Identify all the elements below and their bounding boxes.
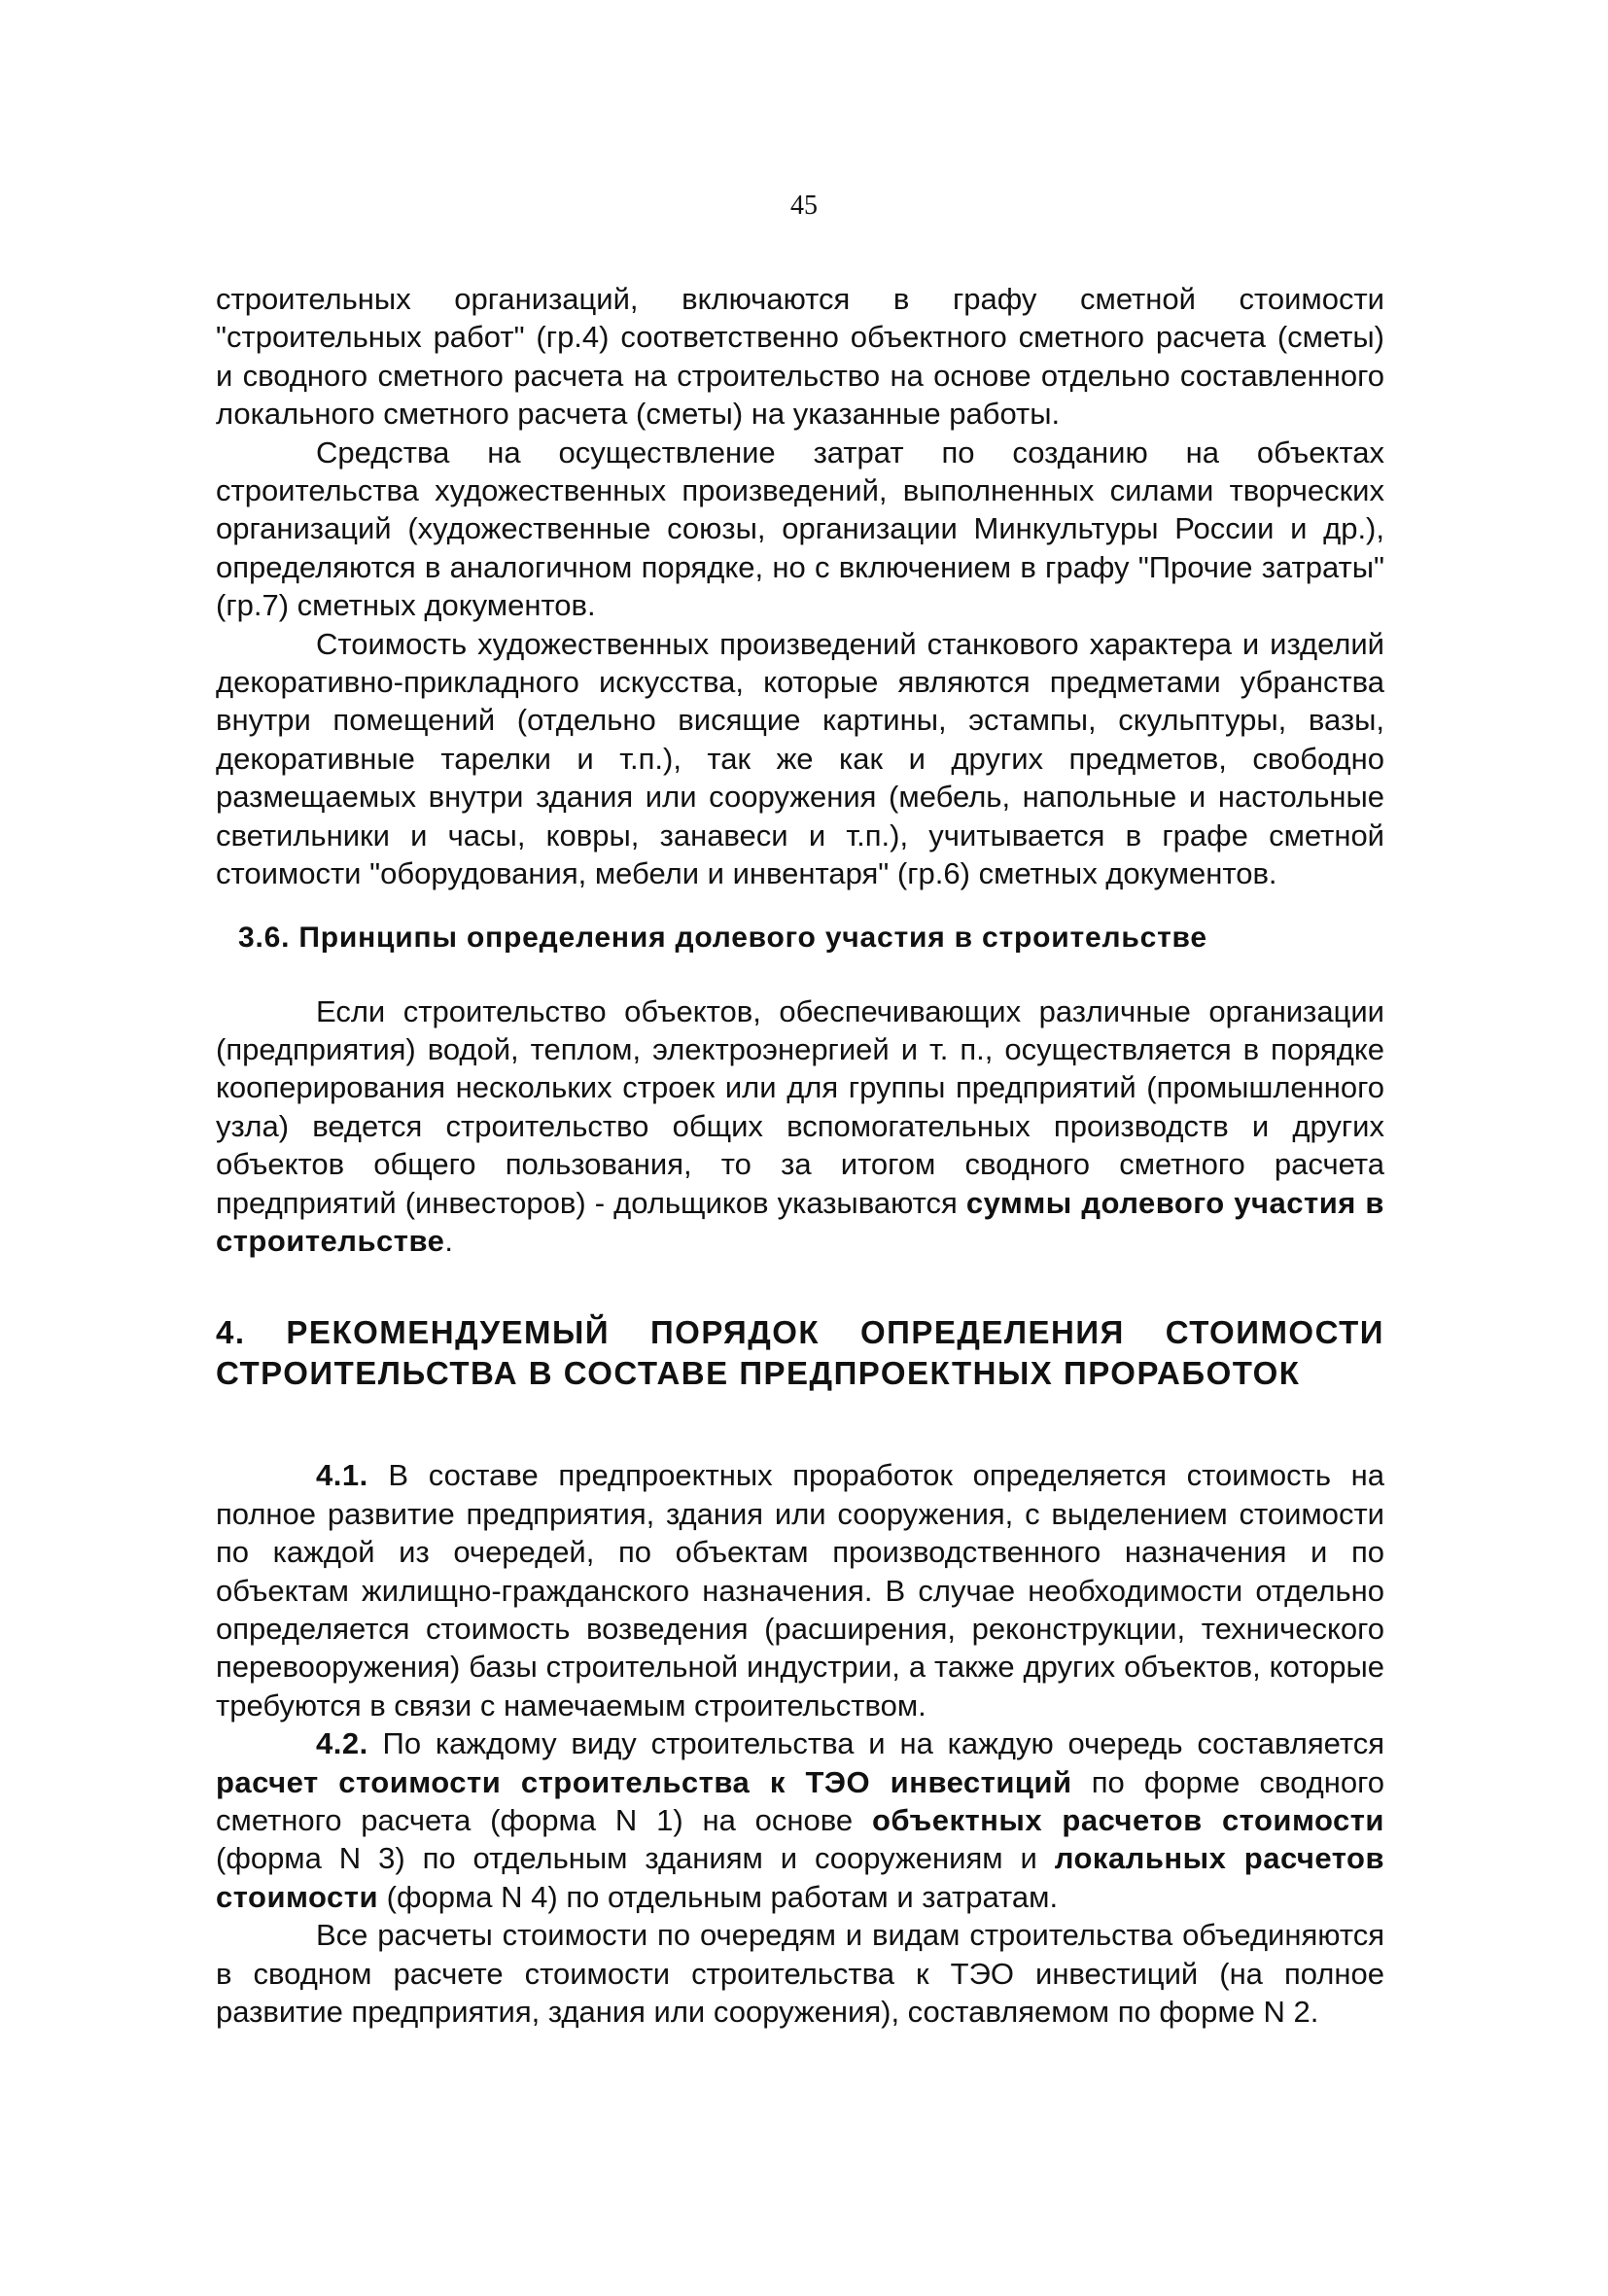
- page-content: [216, 280, 1384, 2031]
- text-run: (форма N 3) по отдельным зданиям и сооружениям и: [216, 1841, 1055, 1876]
- text-run: В составе предпроектных проработок определяется стоимость на полное развитие предприятия, здания или сооружения, с выделением стоимости по каждой из очередей, по объектам производственного назначения и по объектам жилищно-гражданского назначения. В случае необходимости отдельно определяется стоимость возведения (расширения, реконструкции, технического перевооружения) базы строительной индустрии, а также других объектов, которые требуются в связи с намечаемым строительством.: [216, 1458, 1384, 1722]
- bold-run: локальных расчетов стоимости: [216, 1841, 1384, 1914]
- text-run: по форме сводного сметного расчета (форма N 1) на основе: [216, 1764, 1384, 1837]
- paragraph-4-1: [216, 1456, 1384, 1724]
- paragraph-art-works: Средства на осуществление затрат по созданию на объектах строительства художественных произведений, выполненных силами творческих организаций (художественные союзы, организации Минкультуры России и др.), определяются в аналогичном порядке, но с включением в графу "Прочие затраты" (гр.7) сметных документов.: [216, 435, 1384, 623]
- heading-section-3-6: 3.6. Принципы определения долевого участия в строительстве: [238, 921, 1207, 954]
- paragraph-4-2: [216, 1724, 1384, 1916]
- paragraph-consolidated-calc: Все расчеты стоимости по очередям и видам строительства объединяются в сводном расчете стоимости строительства к ТЭО инвестиций (на полное развитие предприятия, здания или сооружения), составляемом по форме N 2.: [216, 1918, 1384, 2030]
- text-run: .: [444, 1223, 453, 1258]
- clause-number: 4.2.: [316, 1726, 368, 1761]
- text-run: По каждому виду строительства и на каждую очередь составляется: [367, 1726, 1384, 1761]
- bold-run: объектных расчетов стоимости: [871, 1803, 1384, 1837]
- text-run: (форма N 4) по отдельным работам и затратам.: [378, 1879, 1059, 1914]
- page-number: 45: [790, 191, 818, 221]
- heading-section-4: 4. РЕКОМЕНДУЕМЫЙ ПОРЯДОК ОПРЕДЕЛЕНИЯ СТОИМОСТИ СТРОИТЕЛЬСТВА В СОСТАВЕ ПРЕДПРОЕКТНЫХ ПРОРАБОТОК: [216, 1314, 1384, 1392]
- bold-run: расчет стоимости строительства к ТЭО инвестиций: [216, 1764, 1072, 1799]
- text-run: Если строительство объектов, обеспечивающих различные организации (предприятия) водой, теплом, электроэнергией и т. п., осуществляется в порядке кооперирования нескольких строек или для группы предприятий (промышленного узла) ведется строительство общих вспомогательных производств и других объектов общего пользования, то за итогом сводного сметного расчета предприятий (инвесторов) - дольщиков указываются: [216, 993, 1384, 1220]
- bold-run: суммы долевого участия в строительстве: [216, 1185, 1384, 1258]
- clause-number: 4.1.: [316, 1458, 368, 1493]
- paragraph-construction-orgs: строительных организаций, включаются в графу сметной стоимости "строительных работ" (гр.4) соответственно объектного сметного расчета (сметы) и сводного сметного расчета на строительство на основе отдельно составленного локального сметного расчета (сметы) на указанные работы.: [216, 282, 1384, 432]
- paragraph-shared-participation: [216, 992, 1384, 1261]
- paragraph-easel-art: Стоимость художественных произведений станкового характера и изделий декоративно-прикладного искусства, которые являются предметами убранства внутри помещений (отдельно висящие картины, эстампы, скульптуры, вазы, декоративные тарелки и т.п.), так же как и других предметов, свободно размещаемых внутри здания или сооружения (мебель, напольные и настольные светильники и часы, ковры, занавеси и т.п.), учитывается в графе сметной стоимости "оборудования, мебели и инвентаря" (гр.6) сметных документов.: [216, 626, 1384, 891]
